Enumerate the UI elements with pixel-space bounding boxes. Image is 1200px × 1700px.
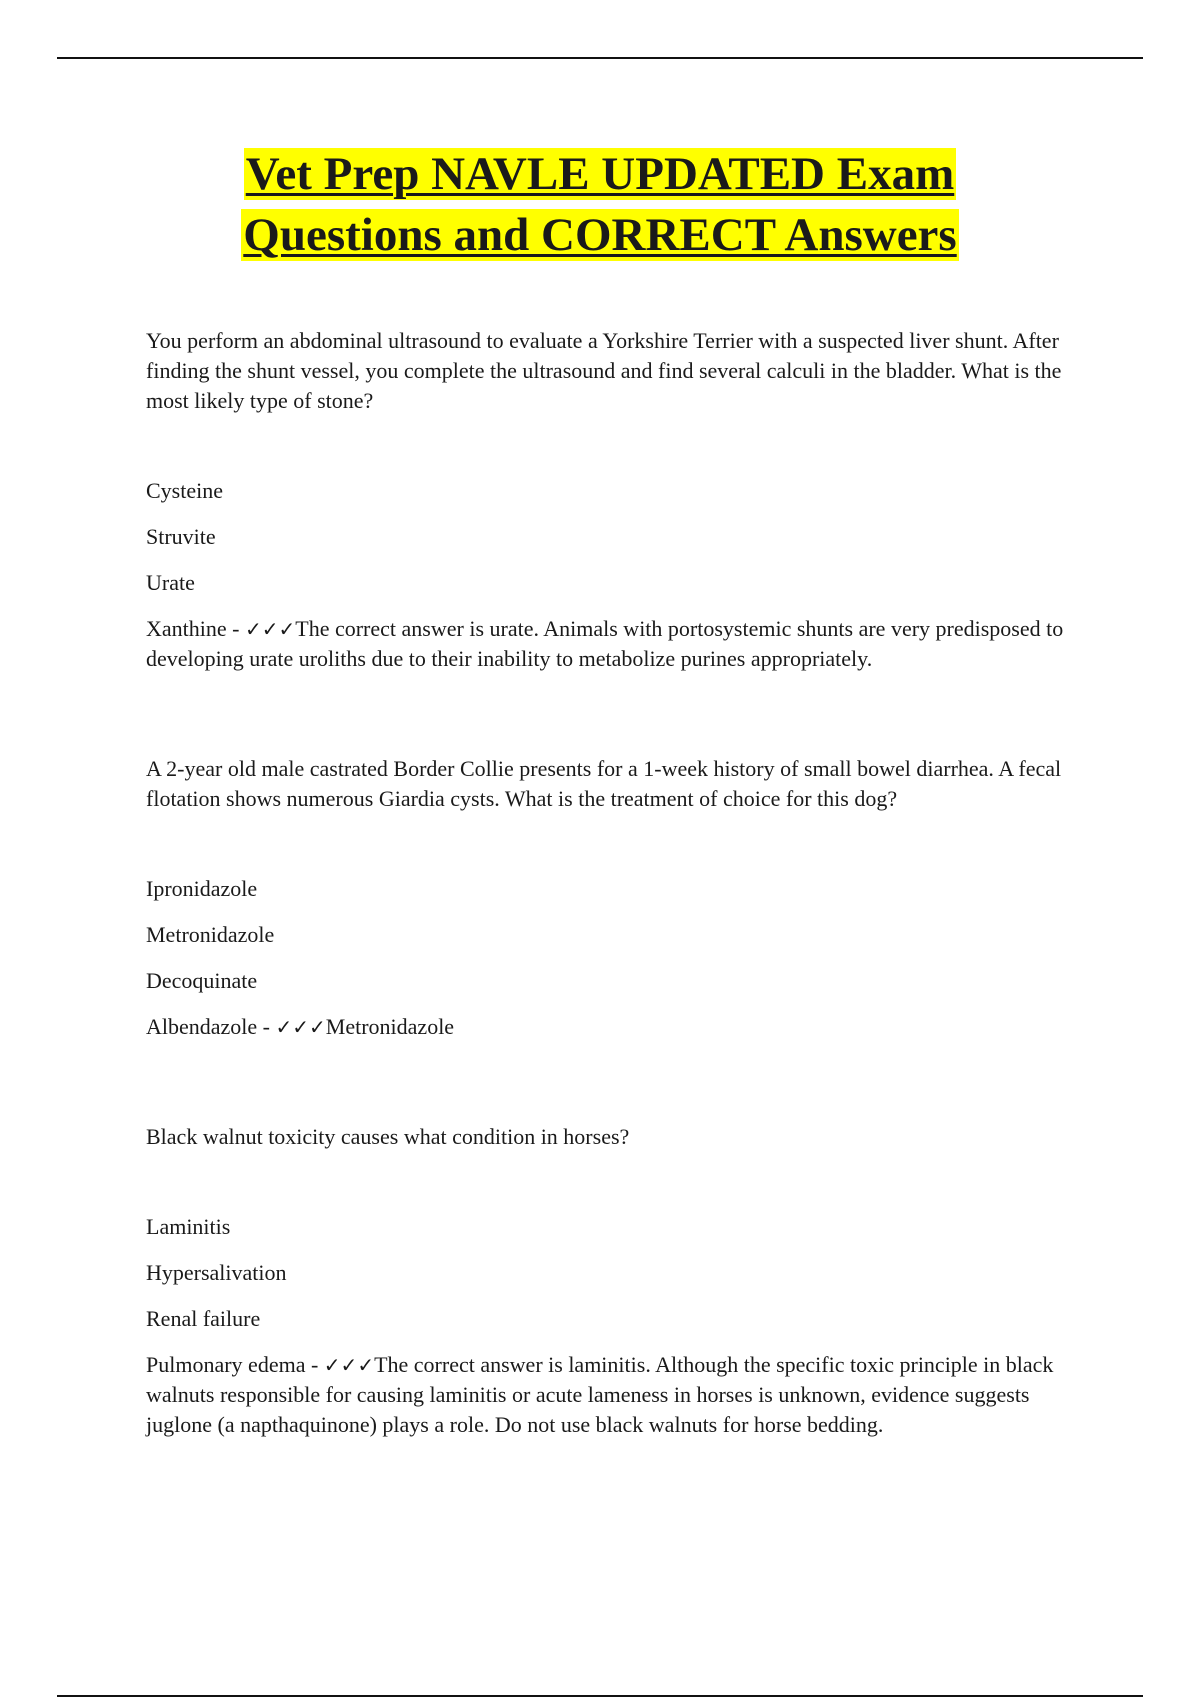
check-mark-icon: ✓✓✓ [275,1015,326,1039]
answer-option: Xanthine [146,616,227,641]
answer-option: Renal failure [146,1306,261,1331]
document-body [146,326,1066,1520]
question-block-2 [146,754,1066,1042]
question-text: Black walnut toxicity causes what condition in horses? [146,1124,630,1149]
question-block-3 [146,1122,1066,1440]
separator: - [305,1352,324,1377]
bottom-rule [57,1695,1143,1697]
answer-line [146,614,1066,674]
answer-option: Albendazole [146,1014,258,1039]
question-block-1 [146,326,1066,674]
answer-option: Ipronidazole [146,876,258,901]
answer-explanation: The correct answer is laminitis. Although the specific toxic principle in black walnuts responsible for causing laminitis or acute lameness in horses is unknown, evidence suggests juglone (a napthaquinone) plays a role. Do not use black walnuts for horse bedding. [146,1352,1054,1437]
answer-explanation: Metronidazole [325,1014,455,1039]
answer-option: Metronidazole [146,922,275,947]
answer-option: Struvite [146,524,216,549]
answer-explanation: The correct answer is urate. Animals with portosystemic shunts are very predisposed to developing urate uroliths due to their inability to metabolize purines appropriately. [146,616,1064,671]
check-mark-icon: ✓✓✓ [323,1353,375,1377]
answer-line [146,1012,1066,1042]
separator: - [257,1014,276,1039]
answer-line [146,1350,1066,1440]
top-rule [57,57,1143,59]
answer-option: Laminitis [146,1214,231,1239]
answer-option: Decoquinate [146,968,258,993]
title-line-2: Questions and CORRECT Answers [243,209,957,261]
check-mark-icon: ✓✓✓ [244,617,296,641]
title-line-1: Vet Prep NAVLE UPDATED Exam [245,148,955,200]
document-title [0,144,1200,266]
answer-option: Hypersalivation [146,1260,287,1285]
answer-option: Urate [146,570,195,595]
question-text: A 2-year old male castrated Border Collie presents for a 1-week history of small bowel diarrhea. A fecal flotation shows numerous Giardia cysts. What is the treatment of choice for this dog? [146,756,1062,811]
answer-option: Pulmonary edema [146,1352,306,1377]
question-text: You perform an abdominal ultrasound to evaluate a Yorkshire Terrier with a suspected liver shunt. After finding the shunt vessel, you complete the ultrasound and find several calculi in the bladder. What is the most likely type of stone? [146,328,1062,413]
answer-option: Cysteine [146,478,223,503]
separator: - [226,616,245,641]
